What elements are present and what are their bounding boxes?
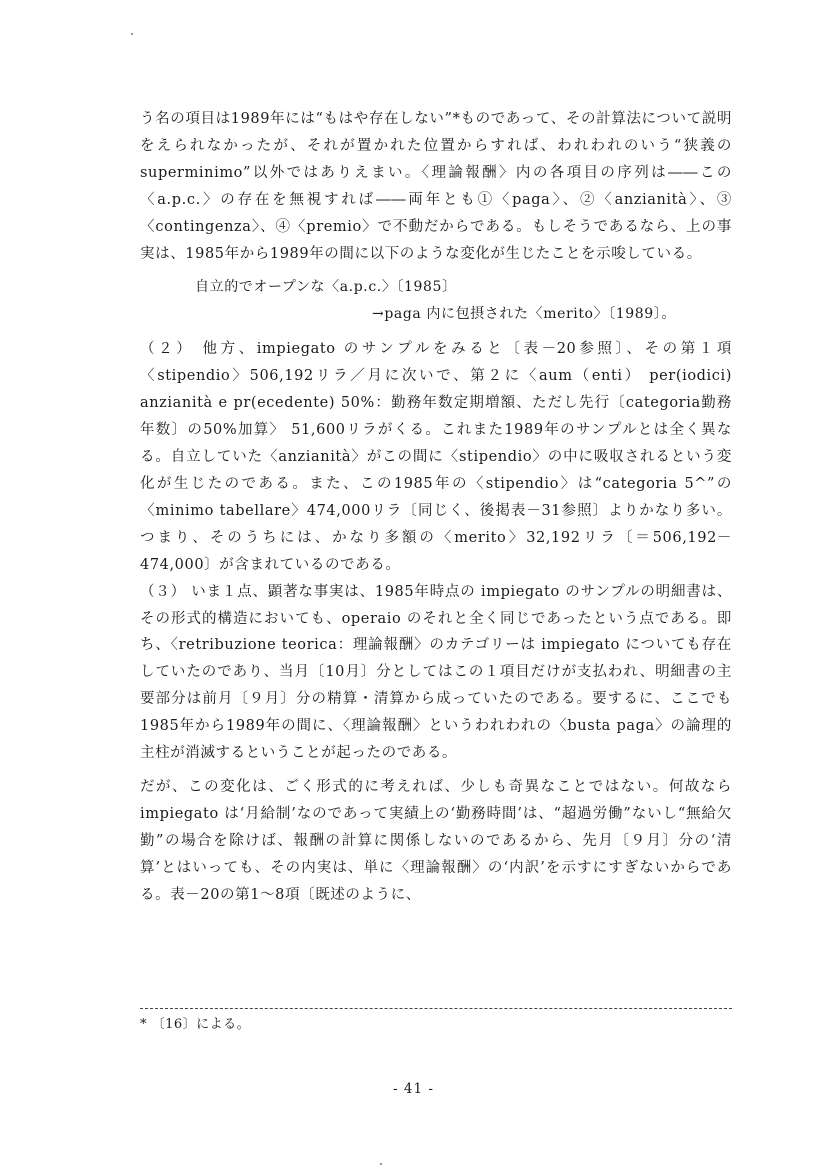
footnote: * 〔16〕による。: [140, 1017, 251, 1032]
scan-speck: [380, 1163, 382, 1165]
body-text: [140, 106, 732, 908]
paragraph-2: （２） 他方、impiegato のサンプルをみると〔表－20参照〕、その第１項〈stipendio〉506,192リラ／月に次いで、第２に〈aum（enti） per(iodici) anzianità e pr(ecedente) 50%：勤務年数定期増額、ただし先行〔categoria勤務年数〕の50%加算〉 51,600リラがくる。これまた1989年のサンプルとは全く異なる。自立していた〈anzianità〉がこの間に〈stipendio〉の中に吸収されるという変化が生じたのである。また、この1985年の〈stipendio〉は“categoria 5^”の〈minimo tabellare〉474,000リラ〔同じく、後掲表－31参照〕よりかなり多い。つまり、そのうちには、かなり多額の〈merito〉32,192リラ〔＝506,192－474,000〕が含まれているのである。: [140, 341, 732, 573]
formula-block: [140, 274, 732, 328]
page-number: - 41 -: [393, 1081, 434, 1097]
footnote-divider: [140, 1008, 732, 1009]
paragraph-3: （３） いま１点、顕著な事実は、1985年時点の impiegato のサンプルの明細書は、その形式的構造においても、operaio のそれと全く同じであったという点である。即ち、〈retribuzione teorica：理論報酬〉のカテゴリーは impiegato についても存在していたのであり、当月〔10月〕分としてはこの１項目だけが支払われ、明細書の主要部分は前月〔９月〕分の精算・清算から成っていたのである。要するに、ここでも1985年から1989年の間に、〈理論報酬〉というわれわれの〈busta paga〉の論理的主柱が消滅するということが起ったのである。: [140, 583, 732, 762]
formula-line-1985: 自立的でオープンな〈a.p.c.〉〔1985〕: [195, 279, 457, 296]
paragraph-1: う名の項目は1989年には“もはや存在しない”*ものであって、その計算法について説明をえられなかったが、それが置かれた位置からすれば、われわれのいう“狭義の superminimo”以外ではありえまい。〈理論報酬〉内の各項目の序列は――この〈a.p.c.〉の存在を無視すれば――両年とも①〈paga〉、②〈anzianità〉、③〈contingenza〉、④〈premio〉で不動だからである。もしそうであるなら、上の事実は、1985年から1989年の間に以下のような変化が生じたことを示唆している。: [140, 111, 732, 262]
formula-line-1989: →paga 内に包摂された〈merito〉〔1989〕。: [372, 306, 677, 323]
scan-speck: [131, 33, 133, 35]
paragraph-4: だが、この変化は、ごく形式的に考えれば、少しも奇異なことではない。何故なら impiegato は‘月給制’なのであって実績上の‘勤務時間’は、“超過労働”ないし“無給欠勤”の場合を除けば、報酬の計算に関係しないのであるから、先月〔９月〕分の‘清算’とはいっても、その内実は、単に〈理論報酬〉の‘内訳’を示すにすぎないからである。表－20の第1～8項〔既述のように、: [140, 778, 732, 903]
